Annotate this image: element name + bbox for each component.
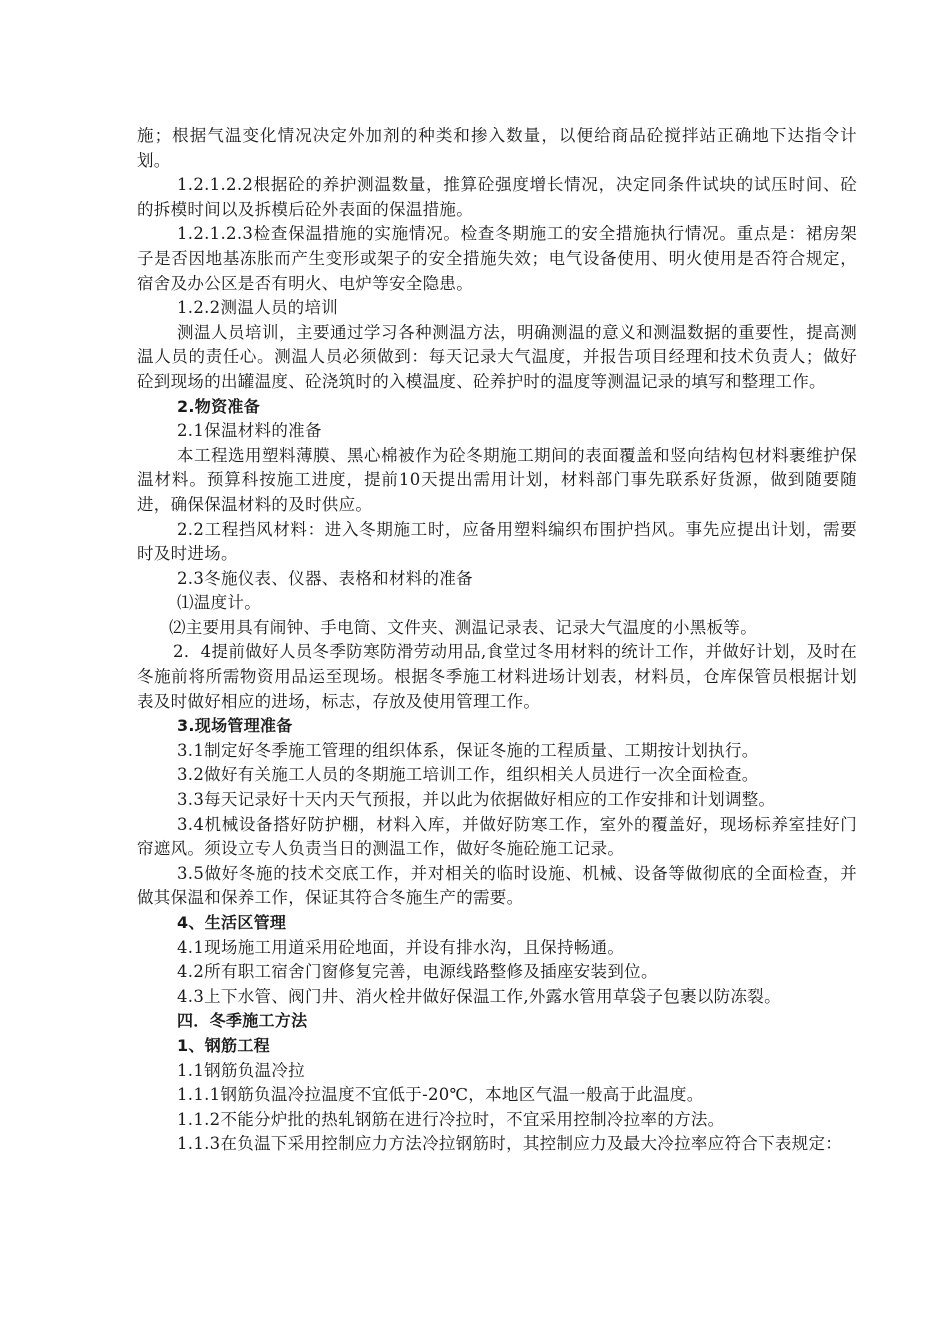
- paragraph-1-1-1: 1.1.1钢筋负温冷拉温度不宜低于-20℃，本地区气温一般高于此温度。: [177, 1085, 704, 1105]
- paragraph-1-2-1-2-2: 1.2.1.2.2根据砼的养护测温数量，推算砼强度增长情况，决定同条件试块的试压时间、砼的拆模时间以及拆模后砼外表面的保温措施。: [137, 175, 857, 219]
- section-heading-site-management: 3.现场管理准备: [177, 716, 293, 736]
- heading-2-3: 2.3冬施仪表、仪器、表格和材料的准备: [177, 568, 473, 588]
- paragraph-3-5: 3.5做好冬施的技术交底工作，并对相关的临时设施、机械、设备等做彻底的全面检查，并做其保温和保养工作，保证其符合冬施生产的需要。: [137, 863, 857, 908]
- paragraph-1-1-2: 1.1.2不能分炉批的热轧钢筋在进行冷拉时，不宜采用控制冷拉率的方法。: [177, 1109, 725, 1129]
- list-item-tools: ⑵主要用具有闹钟、手电筒、文件夹、测温记录表、记录大气温度的小黑板等。: [169, 617, 757, 637]
- list-item-thermometer: ⑴温度计。: [177, 593, 261, 613]
- paragraph-3-1: 3.1制定好冬季施工管理的组织体系，保证冬施的工程质量、工期按计划执行。: [177, 740, 759, 760]
- paragraph-4-3: 4.3上下水管、阀门井、消火栓井做好保温工作,外露水管用草袋子包裹以防冻裂。: [177, 986, 781, 1006]
- document-page: [137, 124, 857, 1157]
- paragraph-3-4: 3.4机械设备搭好防护棚，材料入库，并做好防寒工作，室外的覆盖好，现场标养室挂好门帘遮风。须设立专人负责当日的测温工作，做好冬施砼施工记录。: [137, 814, 857, 859]
- paragraph-4-1: 4.1现场施工用道采用砼地面，并设有排水沟，且保持畅通。: [177, 937, 625, 957]
- paragraph-training: 测温人员培训，主要通过学习各种测温方法，明确测温的意义和测温数据的重要性，提高测温人员的责任心。测温人员必须做到：每天记录大气温度，并报告项目经理和技术负责人；做好砼到现场的出罐温度、砼浇筑时的入模温度、砼养护时的温度等测温记录的填写和整理工作。: [137, 322, 857, 391]
- section-heading-materials: 2.物资准备: [177, 396, 261, 416]
- paragraph-4-2: 4.2所有职工宿舍门窗修复完善，电源线路整修及插座安装到位。: [177, 962, 658, 982]
- heading-1-2-2: 1.2.2测温人员的培训: [177, 298, 339, 318]
- paragraph-2-4: 2．4提前做好人员冬季防寒防滑劳动用品,食堂过冬用材料的统计工作，并做好计划，及时在冬施前将所需物资用品运至现场。根据冬季施工材料进场计划表，材料员，仓库保管员根据计划表及时做好相应的进场，标志，存放及使用管理工作。: [137, 642, 857, 711]
- paragraph-3-3: 3.3每天记录好十天内天气预报，并以此为依据做好相应的工作安排和计划调整。: [177, 790, 776, 810]
- paragraph-continuation: 施；根据气温变化情况决定外加剂的种类和掺入数量，以便给商品砼搅拌站正确地下达指令计划。: [137, 126, 857, 170]
- paragraph-1-2-1-2-3: 1.2.1.2.3检查保温措施的实施情况。检查冬期施工的安全措施执行情况。重点是：裙房架子是否因地基冻胀而产生变形或架子的安全措施失效；电气设备使用、明火使用是否符合规定，宿舍及办公区是否有明火、电炉等安全隐患。: [137, 224, 857, 293]
- paragraph-insulation-materials: 本工程选用塑料薄膜、黑心棉被作为砼冬期施工期间的表面覆盖和竖向结构包材料裹维护保温材料。预算科按施工进度，提前10天提出需用计划，材料部门事先联系好货源，做到随要随进，确保保温材料的及时供应。: [137, 445, 857, 514]
- section-heading-rebar: 1、钢筋工程: [177, 1035, 270, 1055]
- heading-2-1: 2.1保温材料的准备: [177, 421, 322, 441]
- section-heading-living-area: 4、生活区管理: [177, 913, 287, 932]
- paragraph-1-1-3: 1.1.3在负温下采用控制应力方法冷拉钢筋时，其控制应力及最大冷拉率应符合下表规定：: [177, 1134, 843, 1154]
- paragraph-3-2: 3.2做好有关施工人员的冬期施工培训工作，组织相关人员进行一次全面检查。: [177, 765, 759, 785]
- heading-1-1: 1.1钢筋负温冷拉: [177, 1060, 305, 1080]
- chapter-heading-winter-methods: 四．冬季施工方法: [177, 1011, 308, 1031]
- paragraph-2-2: 2.2工程挡风材料：进入冬期施工时，应备用塑料编织布围护挡风。事先应提出计划，需要时及时进场。: [137, 519, 857, 564]
